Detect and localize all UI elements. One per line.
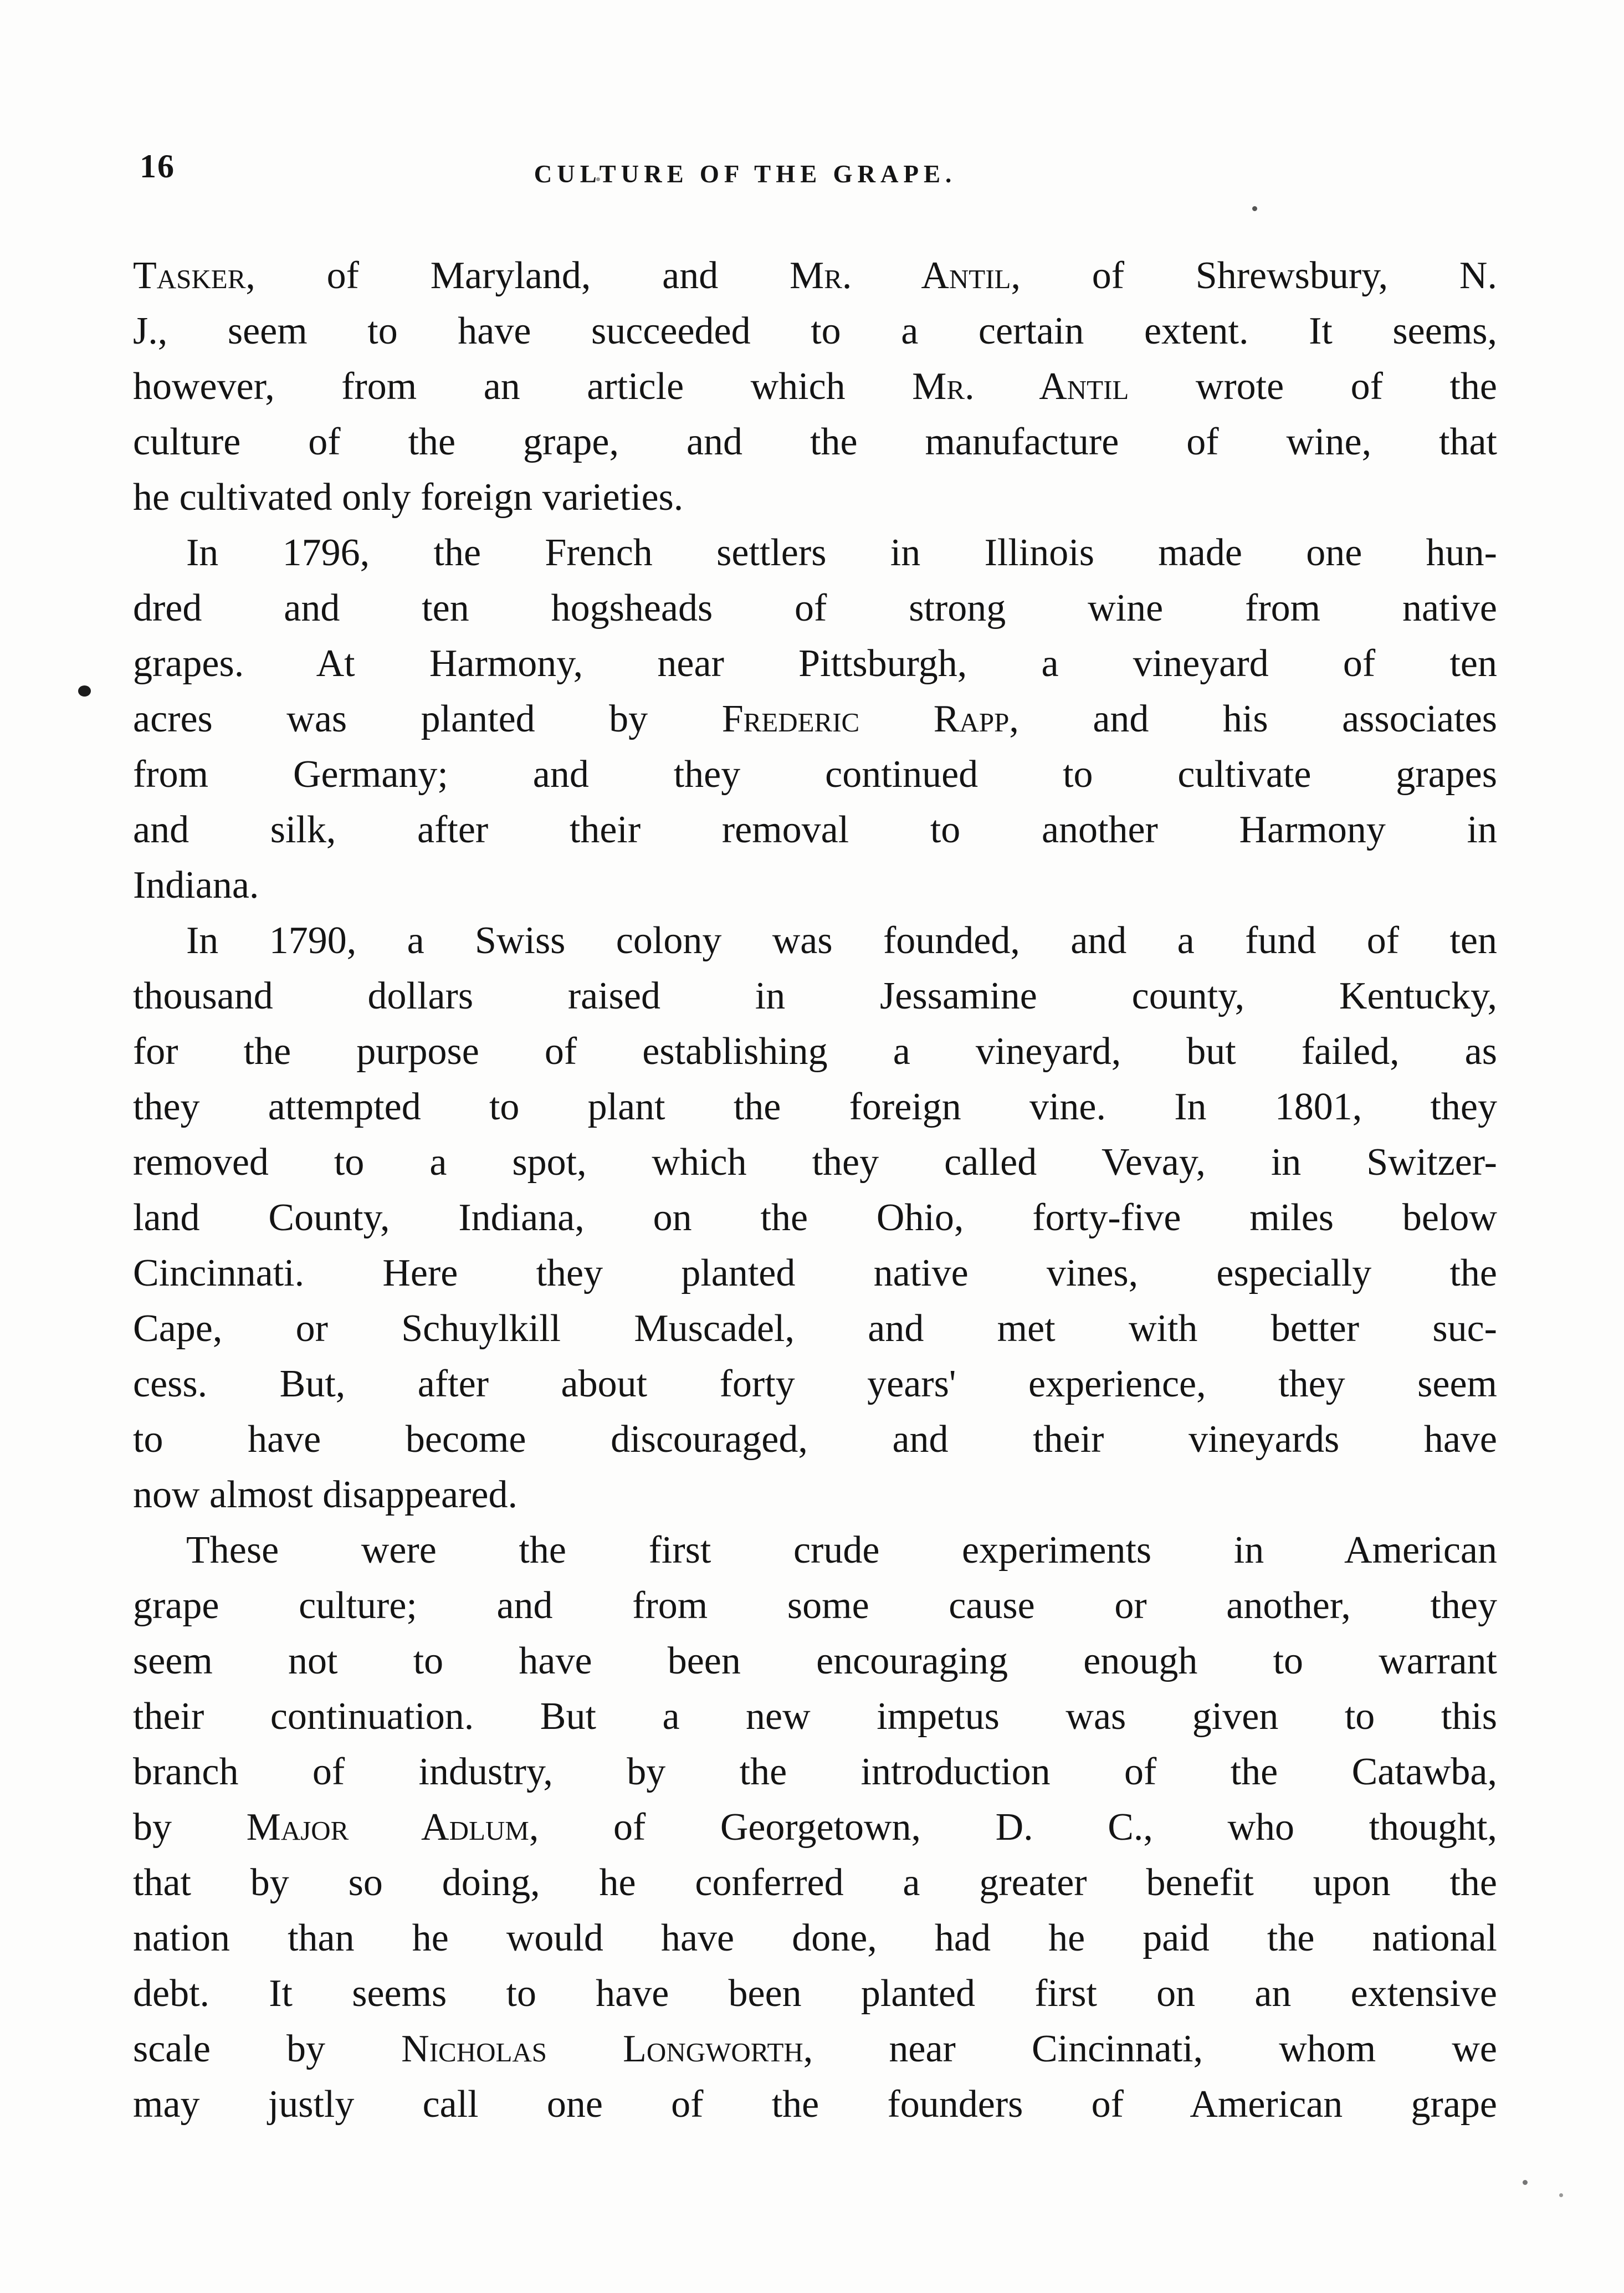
- text-line: [133, 525, 1497, 581]
- text-line: [133, 747, 1497, 802]
- text-line: [133, 1523, 1497, 1578]
- text-run: however, from an article which: [133, 365, 913, 408]
- text-run: they attempted to plant the foreign vine. In 1801, they: [133, 1086, 1497, 1128]
- running-header: CULTURE OF THE GRAPE.: [534, 160, 957, 188]
- text-line: [133, 1357, 1497, 1412]
- text-line: [133, 636, 1497, 692]
- text-run: their continuation. But a new impetus was given to this: [133, 1695, 1497, 1738]
- text-line: [133, 470, 1497, 525]
- text-run: nation than he would have done, had he paid the national: [133, 1917, 1497, 1959]
- ink-speck: [1559, 2193, 1563, 2197]
- text-line: [133, 1467, 1497, 1523]
- text-run: Indiana.: [133, 864, 259, 907]
- page-number: 16: [140, 148, 175, 185]
- text-line: [133, 1578, 1497, 1634]
- text-run: , and his associates: [1009, 698, 1498, 740]
- text-run: wrote of the: [1129, 365, 1497, 408]
- text-run: for the purpose of establishing a vineyard, but failed, as: [133, 1030, 1497, 1073]
- text-run: dred and ten hogsheads of strong wine from native: [133, 587, 1497, 629]
- text-line: [133, 1190, 1497, 1246]
- ink-speck: [596, 177, 600, 181]
- text-run: J., seem to have succeeded to a certain extent. It seems,: [133, 310, 1497, 352]
- text-run: cess. But, after about forty years' experience, they seem: [133, 1363, 1497, 1405]
- text-run: seem not to have been encouraging enough to warrant: [133, 1640, 1497, 1682]
- text-run: , of Georgetown, D. C., who thought,: [529, 1806, 1497, 1849]
- text-run: removed to a spot, which they called Vevay, in Switzer-: [133, 1141, 1497, 1184]
- text-run: thousand dollars raised in Jessamine county, Kentucky,: [133, 975, 1497, 1017]
- text-line: [133, 1079, 1497, 1135]
- ink-speck: [1523, 2180, 1528, 2185]
- text-line: [133, 1911, 1497, 1966]
- text-line: [133, 1412, 1497, 1467]
- text-line: [133, 2077, 1497, 2132]
- text-run: acres was planted by: [133, 698, 722, 740]
- small-caps-name: Mr. Antil: [790, 254, 1011, 297]
- text-run: to have become discouraged, and their vineyards have: [133, 1418, 1497, 1461]
- text-line: [133, 414, 1497, 470]
- text-run: , of Maryland, and: [245, 254, 790, 297]
- ink-speck: [1252, 206, 1257, 211]
- text-run: Cape, or Schuylkill Muscadel, and met with better suc-: [133, 1307, 1497, 1350]
- text-line: [133, 248, 1497, 304]
- text-line: [133, 1135, 1497, 1190]
- text-line: [133, 581, 1497, 636]
- text-run: scale by: [133, 2028, 402, 2070]
- text-line: [133, 913, 1497, 969]
- text-line: [133, 2021, 1497, 2077]
- text-line: [133, 1855, 1497, 1911]
- text-run: These were the first crude experiments in American: [186, 1529, 1497, 1572]
- text-run: Cincinnati. Here they planted native vines, especially the: [133, 1252, 1497, 1294]
- text-run: grape culture; and from some cause or another, they: [133, 1584, 1497, 1627]
- text-line: [133, 1301, 1497, 1357]
- small-caps-name: Mr. Antil: [912, 365, 1129, 408]
- text-line: [133, 692, 1497, 747]
- text-line: [133, 802, 1497, 858]
- text-line: [133, 1689, 1497, 1744]
- text-run: , near Cincinnati, whom we: [803, 2028, 1497, 2070]
- text-block: [133, 248, 1497, 2132]
- text-line: [133, 1800, 1497, 1855]
- text-line: [133, 1246, 1497, 1301]
- text-run: , of Shrewsbury, N.: [1011, 254, 1497, 297]
- text-line: [133, 359, 1497, 414]
- text-run: may justly call one of the founders of American grape: [133, 2083, 1497, 2126]
- text-line: [133, 969, 1497, 1024]
- text-run: now almost disappeared.: [133, 1473, 518, 1516]
- text-line: [133, 1744, 1497, 1800]
- ink-speck: [78, 685, 91, 697]
- text-line: [133, 304, 1497, 359]
- text-run: that by so doing, he conferred a greater benefit upon the: [133, 1861, 1497, 1904]
- text-line: [133, 1024, 1497, 1079]
- text-run: and silk, after their removal to another Harmony in: [133, 808, 1497, 851]
- text-line: [133, 1966, 1497, 2021]
- text-run: In 1796, the French settlers in Illinois made one hun-: [186, 531, 1497, 574]
- text-line: [133, 1634, 1497, 1689]
- small-caps-name: Tasker: [133, 254, 246, 297]
- text-run: culture of the grape, and the manufacture of wine, that: [133, 421, 1497, 463]
- text-run: by: [133, 1806, 247, 1849]
- text-run: In 1790, a Swiss colony was founded, and a fund of ten: [186, 919, 1497, 962]
- text-run: land County, Indiana, on the Ohio, forty-five miles below: [133, 1196, 1497, 1239]
- text-line: [133, 858, 1497, 913]
- text-run: grapes. At Harmony, near Pittsburgh, a vineyard of ten: [133, 642, 1497, 685]
- text-run: branch of industry, by the introduction of the Catawba,: [133, 1751, 1497, 1793]
- small-caps-name: Nicholas Longworth: [401, 2028, 803, 2070]
- small-caps-name: Frederic Rapp: [721, 698, 1010, 740]
- text-run: from Germany; and they continued to cultivate grapes: [133, 753, 1497, 796]
- text-run: debt. It seems to have been planted first on an extensive: [133, 1972, 1497, 2015]
- small-caps-name: Major Adlum: [246, 1806, 529, 1849]
- text-run: he cultivated only foreign varieties.: [133, 476, 684, 519]
